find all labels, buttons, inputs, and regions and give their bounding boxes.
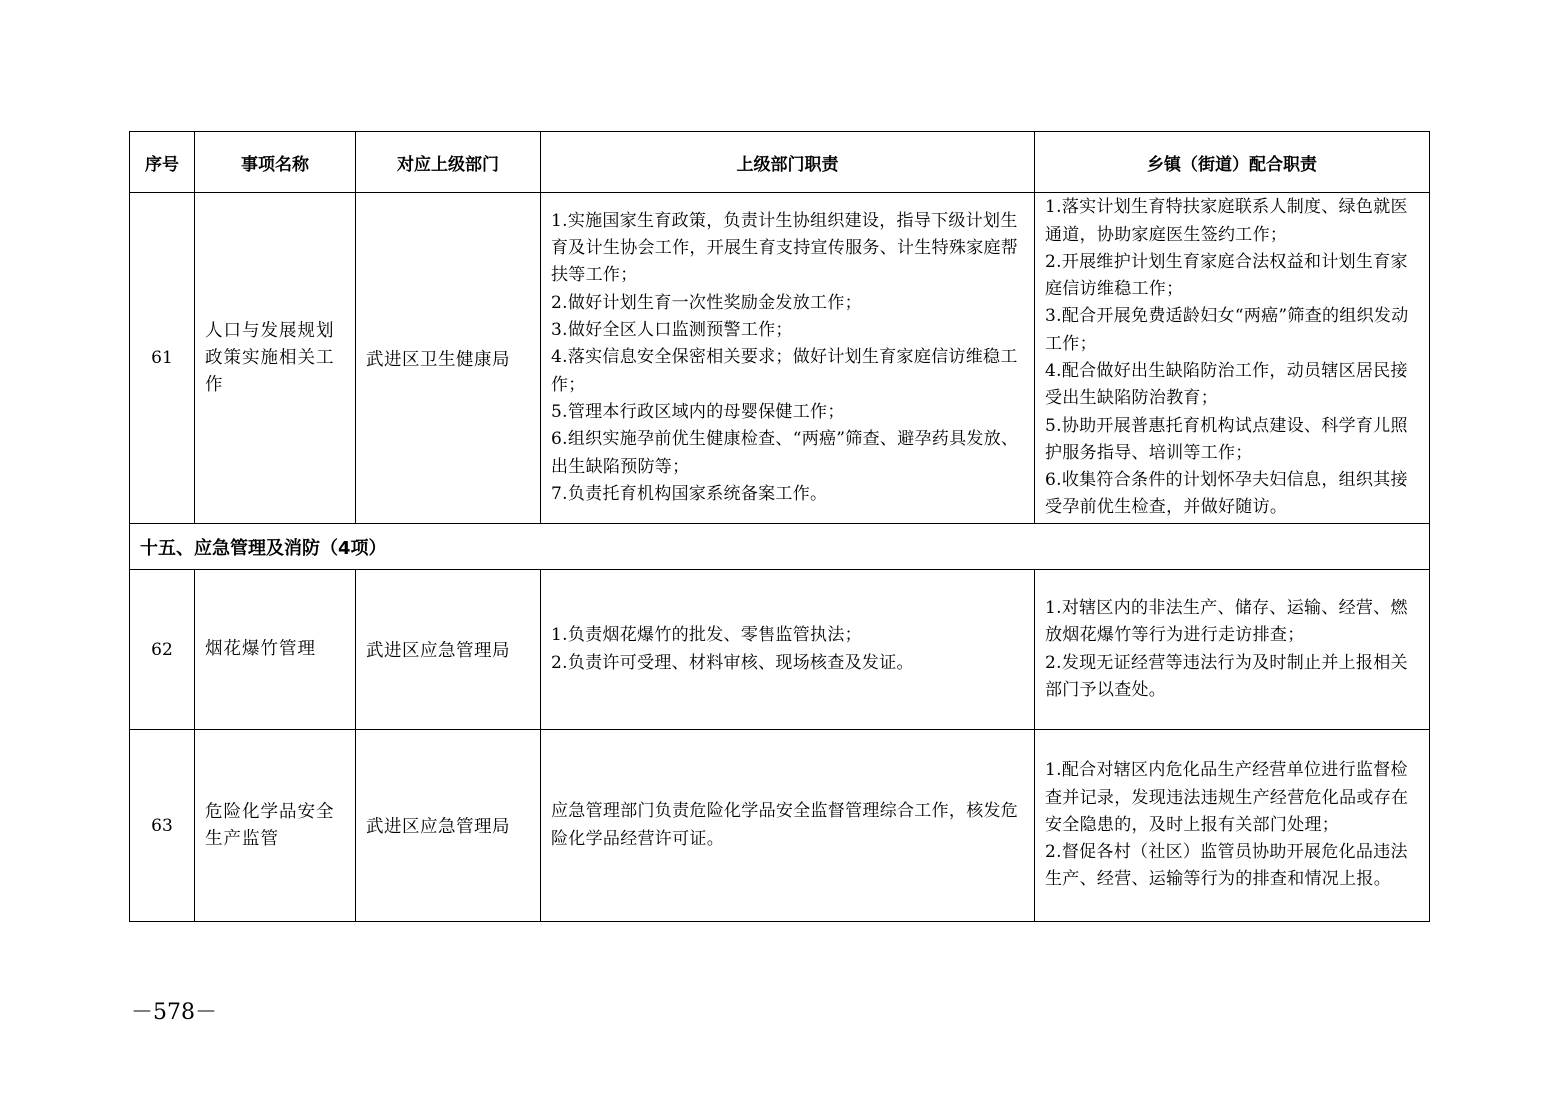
row-dept-duties: [541, 193, 1035, 524]
duty-line: 应急管理部门负责危险化学品安全监督管理综合工作，核发危险化学品经营许可证。: [551, 801, 1019, 849]
table-row: [130, 193, 1430, 524]
coop-line: 5.协助开展普惠托育机构试点建设、科学育儿照护服务指导、培训等工作；: [1045, 415, 1408, 463]
row-town-coop: [1035, 570, 1430, 730]
duty-line: 1.负责烟花爆竹的批发、零售监管执法；: [551, 625, 862, 646]
section-heading: 十五、应急管理及消防（4项）: [130, 524, 1430, 570]
coop-line: 1.对辖区内的非法生产、储存、运输、经营、燃放烟花爆竹等行为进行走访排查；: [1045, 597, 1408, 646]
duty-line: 3.做好全区人口监测预警工作；: [551, 320, 793, 341]
table-row: [130, 570, 1430, 730]
page-number: －578－: [131, 1000, 217, 1025]
coop-line: 2.发现无证经营等违法行为及时制止并上报相关部门予以查处。: [1045, 652, 1408, 700]
row-item-name: 烟花爆竹管理: [195, 570, 356, 730]
table-row: [130, 730, 1430, 922]
duty-line: 2.做好计划生育一次性奖励金发放工作；: [551, 292, 862, 313]
header-town-coop: 乡镇（街道）配合职责: [1035, 132, 1430, 193]
row-item-name: 危险化学品安全生产监管: [195, 730, 356, 922]
row-seq: 63: [130, 730, 195, 922]
coop-line: 3.配合开展免费适龄妇女“两癌”筛查的组织发动工作；: [1045, 306, 1409, 354]
duty-line: 6.组织实施孕前优生健康检查、“两癌”筛查、避孕药具发放、出生缺陷预防等；: [551, 429, 1019, 477]
duty-line: 7.负责托育机构国家系统备案工作。: [551, 483, 828, 504]
row-dept: 武进区应急管理局: [356, 730, 541, 922]
row-dept-duties: [541, 570, 1035, 730]
row-dept: 武进区应急管理局: [356, 570, 541, 730]
coop-line: 1.配合对辖区内危化品生产经营单位进行监督检查并记录，发现违法违规生产经营危化品或存在安全隐患的，及时上报有关部门处理；: [1045, 760, 1409, 835]
coop-line: 4.配合做好出生缺陷防治工作，动员辖区居民接受出生缺陷防治教育；: [1045, 361, 1408, 409]
row-town-coop: [1035, 193, 1430, 524]
duty-line: 5.管理本行政区域内的母婴保健工作；: [551, 401, 845, 422]
duty-line: 1.实施国家生育政策，负责计生协组织建设，指导下级计划生育及计生协会工作，开展生育支持宣传服务、计生特殊家庭帮扶等工作；: [551, 210, 1019, 286]
row-dept-duties: [541, 730, 1035, 922]
duty-line: 4.落实信息安全保密相关要求；做好计划生育家庭信访维稳工作；: [551, 347, 1018, 395]
table-header-row: [130, 132, 1430, 193]
row-town-coop: [1035, 730, 1430, 922]
section-row: [130, 524, 1430, 570]
coop-line: 1.落实计划生育特扶家庭联系人制度、绿色就医通道，协助家庭医生签约工作；: [1045, 197, 1408, 245]
header-item-name: 事项名称: [195, 132, 356, 193]
header-dept-duties: 上级部门职责: [541, 132, 1035, 193]
row-seq: 61: [130, 193, 195, 524]
row-item-name: 人口与发展规划政策实施相关工作: [195, 193, 356, 524]
row-seq: 62: [130, 570, 195, 730]
row-dept: 武进区卫生健康局: [356, 193, 541, 524]
coop-line: 2.督促各村（社区）监管员协助开展危化品违法生产、经营、运输等行为的排查和情况上报。: [1045, 842, 1408, 890]
coop-line: 6.收集符合条件的计划怀孕夫妇信息，组织其接受孕前优生检查，并做好随访。: [1045, 470, 1408, 518]
duty-line: 2.负责许可受理、材料审核、现场核查及发证。: [551, 652, 914, 673]
coop-line: 2.开展维护计划生育家庭合法权益和计划生育家庭信访维稳工作；: [1045, 251, 1408, 300]
header-seq: 序号: [130, 132, 195, 193]
header-dept: 对应上级部门: [356, 132, 541, 193]
responsibility-table: [129, 131, 1430, 922]
